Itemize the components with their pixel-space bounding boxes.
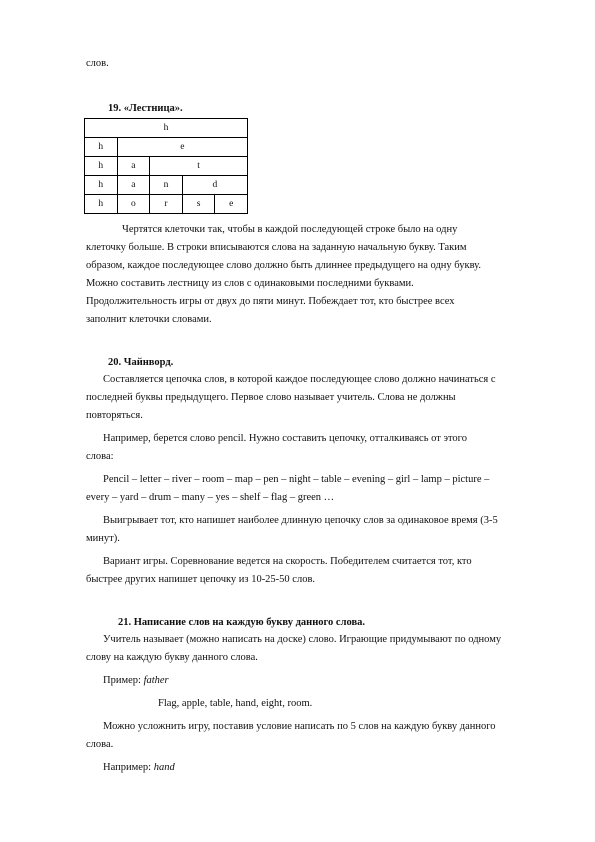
ladder-cell: h <box>85 195 118 214</box>
ladder-cell: h <box>85 157 118 176</box>
ladder-row-2 <box>85 138 248 157</box>
ladder-cell: e <box>117 138 247 157</box>
section-21-line: слову на каждую букву данного слова. <box>86 652 258 663</box>
section-20-line: Pencil – letter – river – room – map – pen – night – table – evening – girl – lamp – picture – <box>103 474 490 485</box>
section-21-line: слова. <box>86 739 114 750</box>
example-2-line <box>103 762 175 773</box>
section-19-title: 19. «Лестница». <box>108 103 183 114</box>
section-20-line: Например, берется слово pencil. Нужно составить цепочку, отталкиваясь от этого <box>103 433 467 444</box>
ladder-cell: o <box>117 195 150 214</box>
ladder-cell: s <box>182 195 215 214</box>
ladder-row-5 <box>85 195 248 214</box>
example-word: father <box>143 675 169 686</box>
ladder-cell: n <box>150 176 183 195</box>
section-20-line: Составляется цепочка слов, в которой каждое последующее слово должно начинаться с <box>103 374 496 385</box>
section-20-line: быстрее других напишет цепочку из 10-25-50 слов. <box>86 574 316 585</box>
section-20-title: 20. Чайнворд. <box>108 357 174 368</box>
ladder-row-4 <box>85 176 248 195</box>
intro-word: слов. <box>86 58 109 69</box>
ladder-cell: h <box>85 138 118 157</box>
example-line <box>103 675 169 686</box>
section-20-line: every – yard – drum – many – yes – shelf – flag – green … <box>86 492 335 503</box>
section-19-line: заполнит клеточки словами. <box>86 314 212 325</box>
ladder-cell: d <box>182 176 247 195</box>
section-19-line: Можно составить лестницу из слов с одинаковыми последними буквами. <box>86 278 414 289</box>
section-20-line: Вариант игры. Соревнование ведется на скорость. Победителем считается тот, кто <box>103 556 472 567</box>
ladder-cell: h <box>85 176 118 195</box>
ladder-cell: t <box>150 157 248 176</box>
section-19-line: Продолжительность игры от двух до пяти минут. Побеждает тот, кто быстрее всех <box>86 296 455 307</box>
section-20-line: повторяться. <box>86 410 143 421</box>
ladder-cell: e <box>215 195 248 214</box>
ladder-cell: h <box>85 119 248 138</box>
ladder-cell: a <box>117 176 150 195</box>
section-21-line: Можно усложнить игру, поставив условие написать по 5 слов на каждую букву данного <box>103 721 496 732</box>
ladder-row-3 <box>85 157 248 176</box>
ladder-row-1 <box>85 119 248 138</box>
section-20-line: слова: <box>86 451 114 462</box>
section-21-line: Учитель называет (можно написать на доске) слово. Играющие придумывают по одному <box>103 634 502 645</box>
ladder-cell: r <box>150 195 183 214</box>
ladder-table <box>84 118 248 214</box>
section-20-line: последней буквы предыдущего. Первое слово называет учитель. Слова не должны <box>86 392 456 403</box>
ladder-cell: a <box>117 157 150 176</box>
example-2-label: Например: <box>103 762 154 773</box>
section-21-title: 21. Написание слов на каждую букву данного слова. <box>118 617 365 628</box>
section-19-line: образом, каждое последующее слово должно быть длиннее предыдущего на одну букву. <box>86 260 482 271</box>
section-20-line: Выигрывает тот, кто напишет наиболее длинную цепочку слов за одинаковое время (3-5 <box>103 515 498 526</box>
section-19-line: клеточку больше. В строки вписываются слова на заданную начальную букву. Таким <box>86 242 467 253</box>
example-label: Пример: <box>103 675 144 686</box>
section-19-line: Чертятся клеточки так, чтобы в каждой последующей строке было на одну <box>122 224 458 235</box>
example-2-word: hand <box>153 762 175 773</box>
example-words: Flag, apple, table, hand, eight, room. <box>158 698 313 709</box>
section-20-line: минут). <box>86 533 120 544</box>
